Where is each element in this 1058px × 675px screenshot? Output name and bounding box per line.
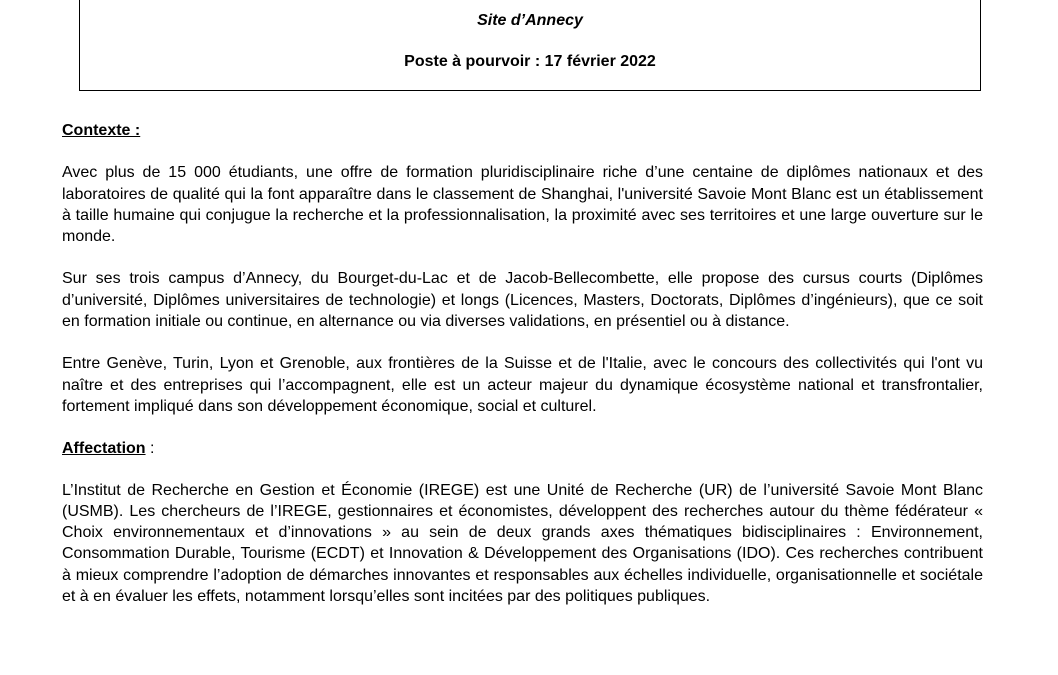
- contexte-heading: Contexte :: [62, 122, 141, 139]
- site-title: Site d’Annecy: [477, 12, 583, 29]
- contexte-heading-wrap: [62, 120, 983, 141]
- contexte-paragraph-3: Entre Genève, Turin, Lyon et Grenoble, aux frontières de la Suisse et de l'Italie, avec le concours des collectivités qui l'ont vu naître et des entreprises qui l’accompagnent, elle est un acteur majeur du dynamique écosystème national et transfrontalier, fortement impliqué dans son développement économique, social et culturel.: [62, 355, 983, 415]
- header-box: [79, 0, 981, 91]
- poste-date: Poste à pourvoir : 17 février 2022: [404, 53, 656, 70]
- affectation-heading: Affectation: [62, 440, 146, 458]
- document-body: [62, 120, 983, 628]
- contexte-paragraph-2: Sur ses trois campus d’Annecy, du Bourget-du-Lac et de Jacob-Bellecombette, elle propose des cursus courts (Diplômes d’université, Diplômes universitaires de technologie) et longs (Licences, Masters, Doctorats, Diplômes d’ingénieurs), que ce soit en formation initiale ou continue, en alternance ou via diverses validations, en présentiel ou à distance.: [62, 270, 983, 331]
- affectation-paragraph-1: L’Institut de Recherche en Gestion et Économie (IREGE) est une Unité de Recherche (UR) de l’université Savoie Mont Blanc (USMB). Les chercheurs de l’IREGE, gestionnaires et économistes, développent des recherches autour du thème fédérateur « Choix environnementaux et d’innovations » au sein de deux grands axes thématiques bidisciplinaires : Environnement, Consommation Durable, Tourisme (ECDT) et Innovation & Développement des Organisations (IDO). Ces recherches contribuent à mieux comprendre l’adoption de démarches innovantes et responsables aux échelles individuelle, organisationnelle et sociétale et à en évaluer les effets, notamment lorsqu’elles sont incitées par des politiques publiques.: [62, 481, 983, 606]
- affectation-heading-suffix: :: [145, 440, 155, 458]
- affectation-heading-wrap: [62, 438, 983, 459]
- contexte-paragraph-1: Avec plus de 15 000 étudiants, une offre de formation pluridisciplinaire riche d’une centaine de diplômes nationaux et des laboratoires de qualité qui la font apparaître dans le classement de Shanghai, l'université Savoie Mont Blanc est un établissement à taille humaine qui conjugue la recherche et la professionnalisation, la proximité avec ses territoires et une large ouverture sur le monde.: [62, 164, 983, 246]
